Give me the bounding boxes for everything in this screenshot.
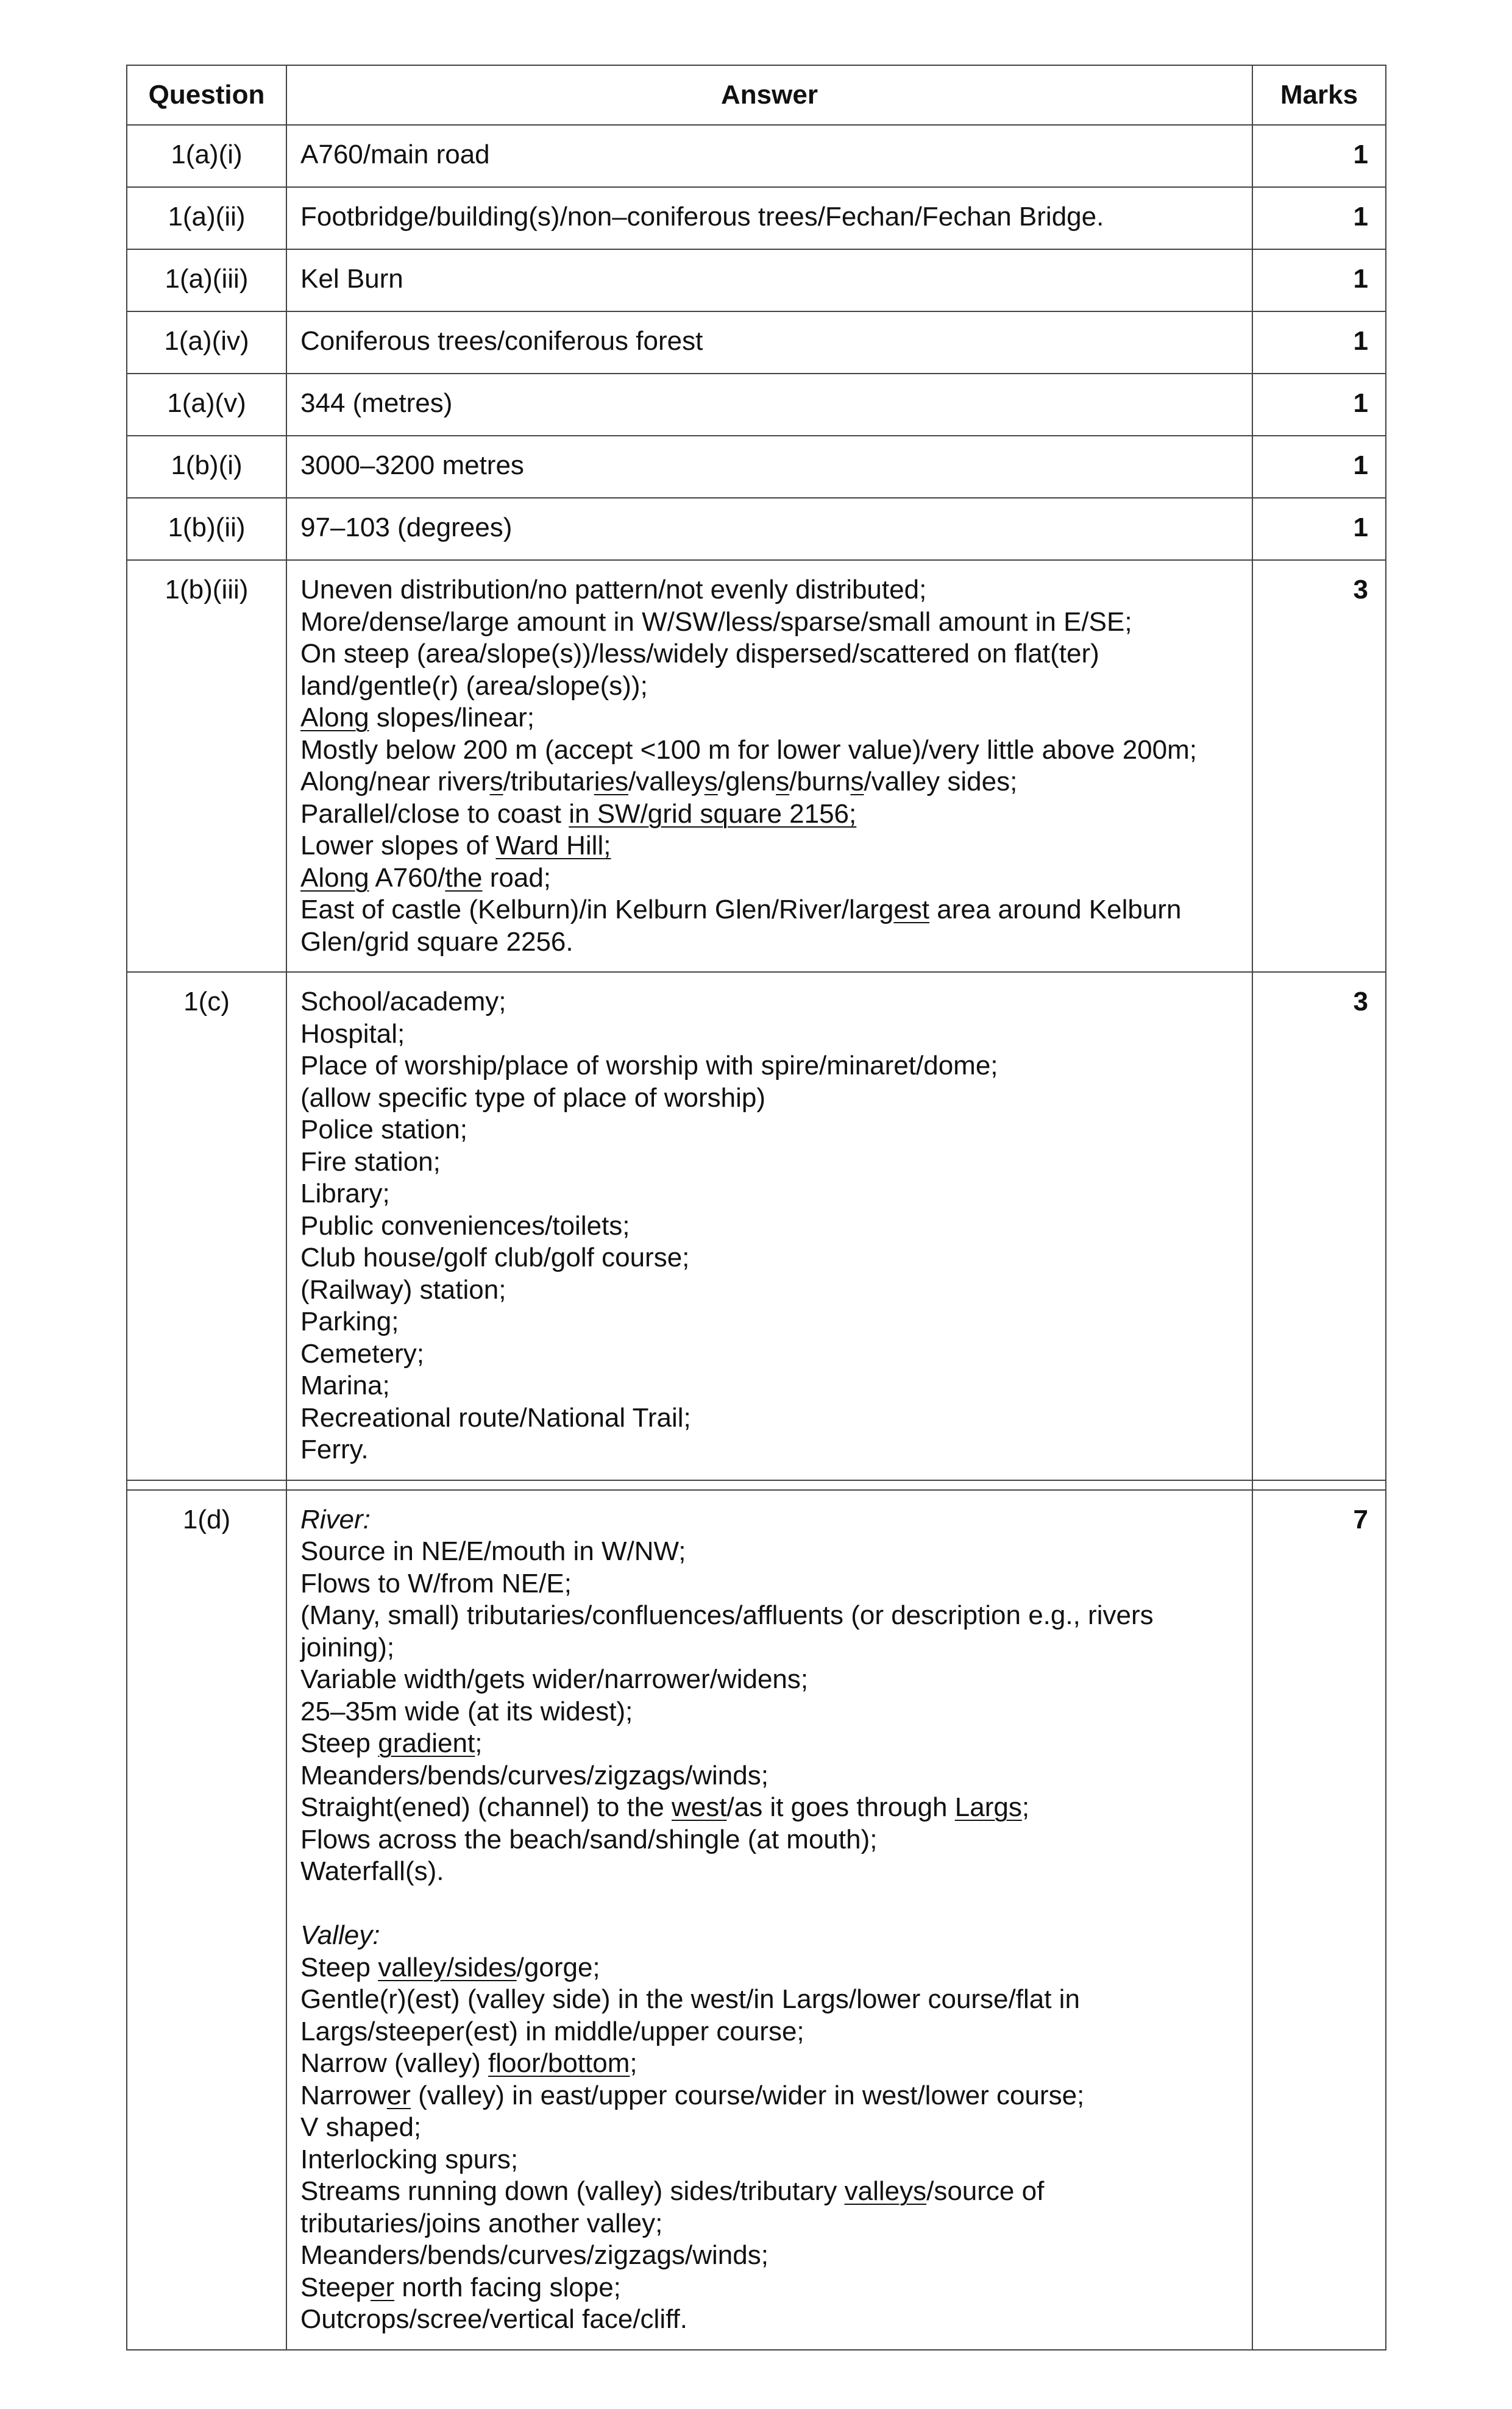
answer-text: Largs/steeper(est) in middle/upper course; [300, 2016, 804, 2046]
answer-line [300, 926, 1238, 959]
answer-text: Narrow (valley) [300, 2048, 489, 2078]
separator-cell [127, 1480, 286, 1490]
answer-line [300, 1146, 1238, 1179]
separator-cell [1252, 1480, 1386, 1490]
answer-cell: 344 (metres) [286, 374, 1252, 436]
row-separator [127, 1480, 1386, 1490]
answer-text: Library; [300, 1179, 390, 1208]
answer-text: Valley: [300, 1920, 380, 1950]
answer-line [300, 1274, 1238, 1307]
answer-line [300, 1760, 1238, 1792]
answer-text: Cemetery; [300, 1338, 424, 1369]
answer-text: (valley) in east/upper course/wider in west/lower course; [410, 2080, 1085, 2110]
answer-text: /glen [717, 767, 776, 796]
answer-text: er [370, 2272, 395, 2302]
question-cell: 1(a)(iv) [127, 311, 286, 374]
answer-text: ; [630, 2048, 637, 2078]
answer-cell: A760/main road [286, 125, 1252, 187]
answer-line [300, 894, 1238, 926]
answer-text: valleys [844, 2176, 927, 2206]
answer-text: Steep [300, 2272, 371, 2302]
answer-cell [286, 560, 1252, 972]
question-cell: 1(b)(ii) [127, 498, 286, 560]
answer-text: ies [594, 767, 629, 796]
answer-text: Steep [300, 1952, 378, 1982]
table-row [127, 374, 1386, 436]
answer-line [300, 830, 1238, 862]
marks-cell: 3 [1252, 560, 1386, 972]
answer-text: (Many, small) tributaries/confluences/affluents (or description e.g., rivers [300, 1600, 1154, 1630]
marks-header: Marks [1252, 65, 1386, 125]
answer-text: the [445, 862, 483, 893]
answer-text: Streams running down (valley) sides/tributary [300, 2176, 845, 2206]
question-cell: 1(a)(iii) [127, 249, 286, 311]
answer-line [300, 2016, 1238, 2048]
answer-text: Parking; [300, 1307, 399, 1336]
answer-text: Marina; [300, 1371, 390, 1400]
answer-text: Meanders/bends/curves/zigzags/winds; [300, 1760, 768, 1790]
answer-text: Along [300, 862, 369, 893]
answer-cell [286, 972, 1252, 1480]
answer-text: Mostly below 200 m (accept <100 m for lower value)/very little above 200m; [300, 734, 1197, 765]
answer-line [300, 1178, 1238, 1210]
answer-cell: Footbridge/building(s)/non–coniferous trees/Fechan/Fechan Bridge. [286, 187, 1252, 249]
answer-text: land/gentle(r) (area/slope(s)); [300, 670, 648, 701]
answer-line [300, 574, 1238, 606]
answer-line [300, 766, 1238, 798]
answer-text: Parallel/close to coast [300, 798, 569, 829]
answer-text: /valley sides; [864, 767, 1018, 796]
answer-text: s [776, 767, 790, 796]
answer-cell: Coniferous trees/coniferous forest [286, 311, 1252, 374]
answer-line [300, 2144, 1238, 2176]
answer-line [300, 986, 1238, 1018]
answer-text: /valley [628, 767, 705, 796]
answer-text: /gorge; [516, 1952, 600, 1982]
table-row [127, 1490, 1386, 2350]
answer-text: gradient [378, 1728, 475, 1758]
marks-cell: 7 [1252, 1490, 1386, 2350]
answer-line [300, 1952, 1238, 1984]
answer-text: A760/ [369, 862, 445, 893]
marks-cell: 1 [1252, 311, 1386, 374]
answer-text: Glen/grid square 2256. [300, 926, 573, 957]
question-cell: 1(d) [127, 1490, 286, 2350]
answer-text: Straight(ened) (channel) to the [300, 1792, 672, 1822]
answer-text: Variable width/gets wider/narrower/widens; [300, 1664, 809, 1694]
answer-line [300, 1434, 1238, 1466]
mark-scheme-table [126, 65, 1386, 2350]
answer-text: /tributar [503, 767, 594, 796]
answer-line [300, 702, 1238, 734]
table-row [127, 249, 1386, 311]
marks-cell: 1 [1252, 374, 1386, 436]
answer-text: floor/bottom [488, 2048, 630, 2078]
answer-line [300, 862, 1238, 895]
answer-line [300, 1888, 1238, 1920]
answer-line [300, 1338, 1238, 1371]
marks-cell: 3 [1252, 972, 1386, 1480]
answer-line [300, 1984, 1238, 2016]
header-row [127, 65, 1386, 125]
answer-line [300, 670, 1238, 703]
answer-cell: Kel Burn [286, 249, 1252, 311]
answer-text: On steep (area/slope(s))/less/widely dispersed/scattered on flat(ter) [300, 639, 1099, 669]
answer-text: Narrow [300, 2080, 387, 2110]
question-cell: 1(b)(i) [127, 436, 286, 498]
answer-line [300, 1696, 1238, 1728]
answer-text: Flows across the beach/sand/shingle (at mouth); [300, 1824, 878, 1854]
marks-cell: 1 [1252, 125, 1386, 187]
answer-text: in SW/grid square 2156; [569, 798, 857, 829]
answer-line [300, 1402, 1238, 1435]
answer-text: Police station; [300, 1115, 467, 1144]
answer-line [300, 2272, 1238, 2304]
answer-line [300, 734, 1238, 767]
answer-line [300, 1600, 1238, 1632]
answer-line [300, 1568, 1238, 1600]
answer-text: valley/sides [378, 1952, 517, 1982]
answer-text: Ferry. [300, 1435, 369, 1464]
answer-text: Uneven distribution/no pattern/not evenly distributed; [300, 575, 927, 605]
answer-line [300, 638, 1238, 670]
table-row [127, 436, 1386, 498]
answer-line [300, 798, 1238, 831]
answer-line [300, 1306, 1238, 1338]
answer-text: 25–35m wide (at its widest); [300, 1696, 633, 1726]
table-row [127, 560, 1386, 972]
answer-text: Flows to W/from NE/E; [300, 1568, 572, 1598]
answer-cell: 97–103 (degrees) [286, 498, 1252, 560]
marks-cell: 1 [1252, 249, 1386, 311]
answer-line [300, 1792, 1238, 1824]
answer-line [300, 1536, 1238, 1568]
answer-line [300, 2112, 1238, 2144]
answer-text: area around Kelburn [929, 895, 1182, 924]
question-cell: 1(b)(iii) [127, 560, 286, 972]
answer-line [300, 606, 1238, 639]
answer-text: Waterfall(s). [300, 1856, 444, 1886]
marks-cell: 1 [1252, 436, 1386, 498]
question-cell: 1(a)(i) [127, 125, 286, 187]
answer-text: Interlocking spurs; [300, 2144, 519, 2174]
answer-text: Outcrops/scree/vertical face/cliff. [300, 2304, 687, 2334]
answer-text: north facing slope; [394, 2272, 621, 2302]
answer-text: slopes/linear; [369, 703, 535, 733]
question-cell: 1(c) [127, 972, 286, 1480]
table-row [127, 125, 1386, 187]
answer-text: Source in NE/E/mouth in W/NW; [300, 1536, 686, 1566]
answer-text: Club house/golf club/golf course; [300, 1243, 690, 1272]
separator-cell [286, 1480, 1252, 1490]
answer-line [300, 1050, 1238, 1082]
answer-text: Fire station; [300, 1146, 441, 1177]
answer-text: Recreational route/National Trail; [300, 1402, 691, 1433]
answer-line [300, 1824, 1238, 1856]
answer-text: ; [1021, 1792, 1030, 1822]
answer-text: Lower slopes of [300, 831, 496, 860]
answer-line [300, 1242, 1238, 1274]
answer-text: Along/near river [300, 767, 490, 796]
answer-line [300, 1632, 1238, 1664]
answer-line [300, 1018, 1238, 1051]
answer-header: Answer [286, 65, 1252, 125]
answer-text: /burn [789, 767, 851, 796]
answer-line [300, 1082, 1238, 1115]
answer-text: Hospital; [300, 1018, 405, 1049]
answer-text: Along [300, 703, 369, 733]
answer-text: er [386, 2080, 411, 2110]
answer-line [300, 1856, 1238, 1888]
answer-text: V shaped; [300, 2112, 422, 2142]
marks-cell: 1 [1252, 187, 1386, 249]
question-cell: 1(a)(v) [127, 374, 286, 436]
answer-text: Ward Hill; [495, 831, 611, 860]
table-row [127, 187, 1386, 249]
question-header: Question [127, 65, 286, 125]
answer-line [300, 1210, 1238, 1243]
answer-line [300, 1664, 1238, 1696]
table-row [127, 311, 1386, 374]
answer-line [300, 1728, 1238, 1760]
table-row [127, 498, 1386, 560]
answer-text: Gentle(r)(est) (valley side) in the west/in Largs/lower course/flat in [300, 1984, 1080, 2014]
answer-text: est [893, 895, 930, 924]
answer-line [300, 1920, 1238, 1952]
answer-line [300, 1370, 1238, 1402]
answer-text: /source of [926, 2176, 1045, 2206]
answer-line [300, 2048, 1238, 2080]
answer-cell: 3000–3200 metres [286, 436, 1252, 498]
question-cell: 1(a)(ii) [127, 187, 286, 249]
answer-text: Steep [300, 1728, 378, 1758]
answer-text: Largs [954, 1792, 1022, 1822]
answer-text: Place of worship/place of worship with spire/minaret/dome; [300, 1051, 998, 1080]
answer-text: west [672, 1792, 727, 1822]
answer-text: Public conveniences/toilets; [300, 1210, 630, 1241]
answer-line [300, 2304, 1238, 2336]
marks-cell: 1 [1252, 498, 1386, 560]
answer-line [300, 1504, 1238, 1536]
answer-text: (Railway) station; [300, 1274, 506, 1305]
answer-line [300, 2176, 1238, 2208]
answer-text: /as it goes through [726, 1792, 955, 1822]
answer-text: joining); [300, 1632, 395, 1662]
answer-text: s [850, 767, 864, 796]
answer-text: ; [475, 1728, 483, 1758]
answer-text: road; [482, 862, 552, 893]
answer-text: s [489, 767, 503, 796]
answer-text: (allow specific type of place of worship) [300, 1082, 765, 1113]
answer-text: East of castle (Kelburn)/in Kelburn Glen/River/larg [300, 895, 894, 924]
answer-text: tributaries/joins another valley; [300, 2208, 663, 2238]
answer-line [300, 2080, 1238, 2112]
answer-text: Meanders/bends/curves/zigzags/winds; [300, 2240, 768, 2270]
table-row [127, 972, 1386, 1480]
answer-text: River: [300, 1504, 371, 1534]
answer-text: School/academy; [300, 987, 506, 1016]
answer-text: s [704, 767, 718, 796]
answer-line [300, 1114, 1238, 1146]
answer-text: More/dense/large amount in W/SW/less/sparse/small amount in E/SE; [300, 606, 1132, 637]
answer-line [300, 2208, 1238, 2240]
answer-cell [286, 1490, 1252, 2350]
answer-line [300, 2240, 1238, 2272]
